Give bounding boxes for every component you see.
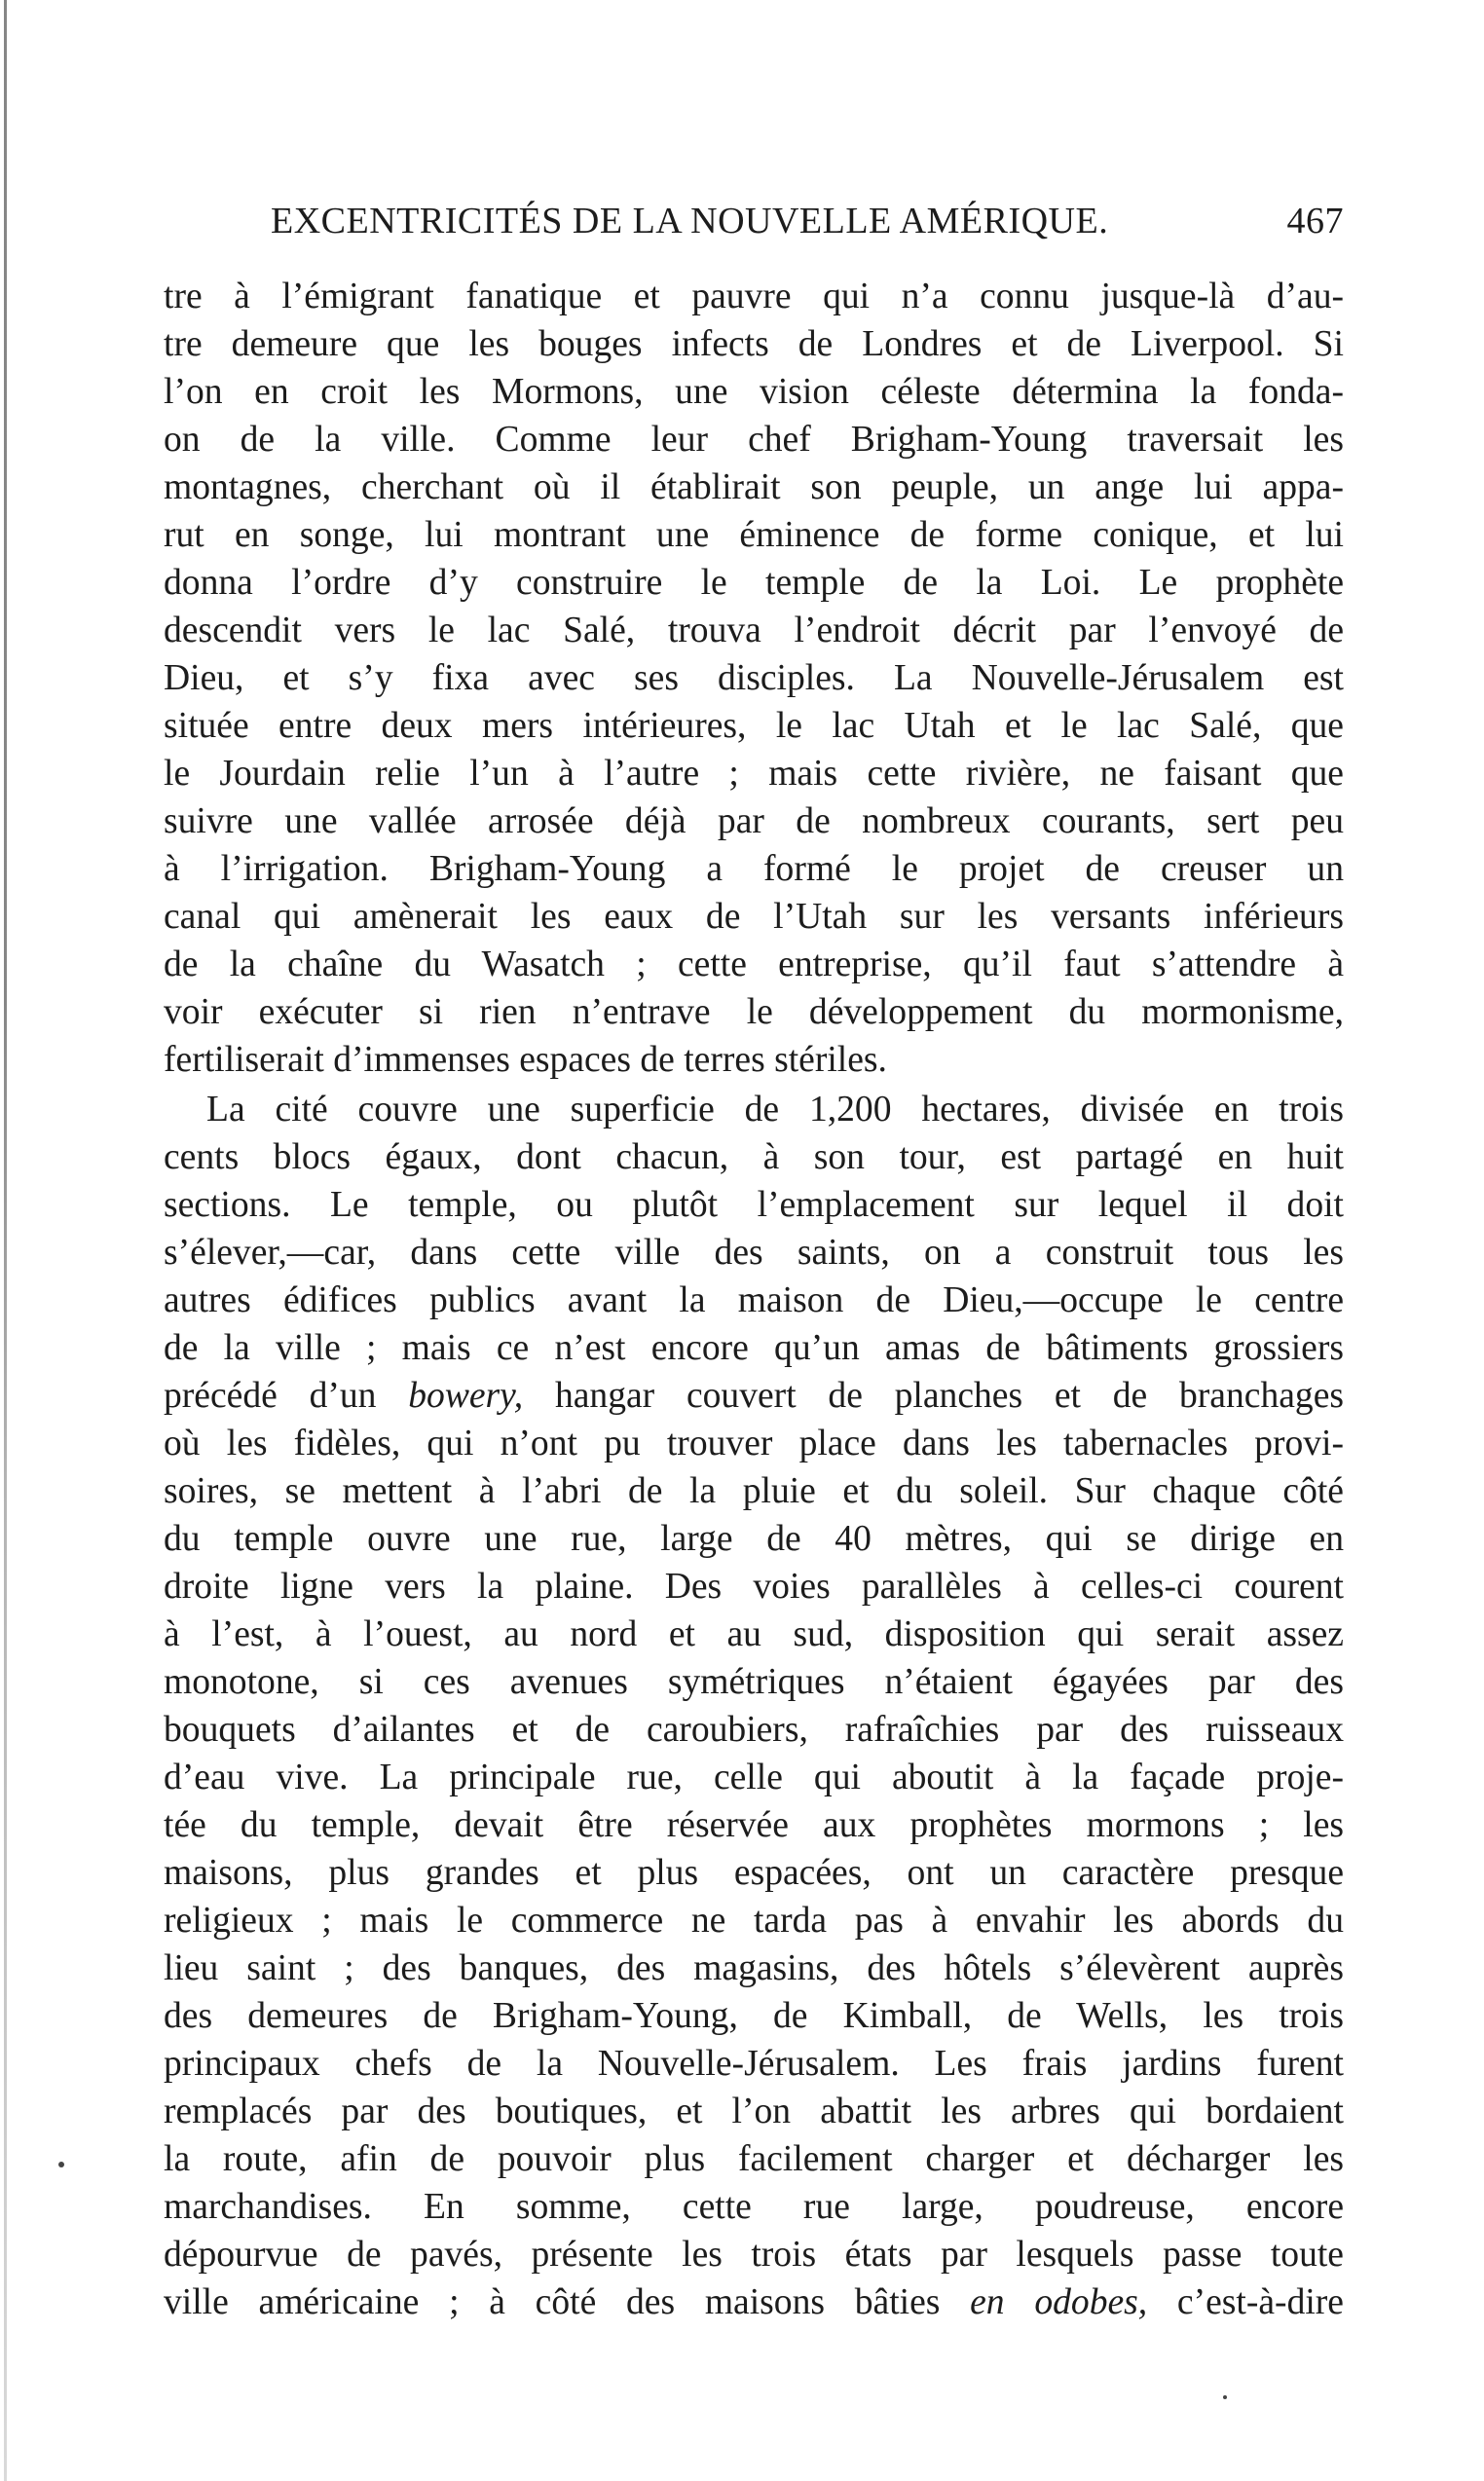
text-line: canal qui amènerait les eaux de l’Utah sur les versants inférieurs [164,897,1344,937]
text-line: l’on en croit les Mormons, une vision céleste détermina la fonda- [164,372,1344,412]
text-line: autres édifices publics avant la maison de Dieu,—occupe le centre [164,1280,1344,1320]
text-line: dépourvue de pavés, présente les trois états par lesquels passe toute [164,2235,1344,2275]
text-line: d’eau vive. La principale rue, celle qui aboutit à la façade proje- [164,1758,1344,1797]
body-text [164,273,1344,2326]
ink-speck [1223,2395,1227,2399]
text-line: principaux chefs de la Nouvelle-Jérusalem. Les frais jardins furent [164,2044,1344,2084]
text-line: le Jourdain relie l’un à l’autre ; mais cette rivière, ne faisant que [164,754,1344,794]
text-line: rut en songe, lui montrant une éminence de forme conique, et lui [164,515,1344,555]
paragraph-1 [164,273,1344,1084]
paragraph-2 [164,1086,1344,2326]
text-line: tre à l’émigrant fanatique et pauvre qui n’a connu jusque-là d’au- [164,277,1344,316]
text-line: ville américaine ; à côté des maisons bâties en odobes, c’est-à-dire [164,2282,1344,2322]
text-line: descendit vers le lac Salé, trouva l’endroit décrit par l’envoyé de [164,611,1344,650]
text-line: monotone, si ces avenues symétriques n’étaient égayées par des [164,1662,1344,1702]
text-line: voir exécuter si rien n’entrave le développement du mormonisme, [164,992,1344,1032]
text-line: soires, se mettent à l’abri de la pluie et du soleil. Sur chaque côté [164,1471,1344,1511]
text-line: de la chaîne du Wasatch ; cette entreprise, qu’il faut s’attendre à [164,944,1344,984]
text-line: cents blocs égaux, dont chacun, à son tour, est partagé en huit [164,1137,1344,1177]
page-number: 467 [1286,201,1344,241]
text-line: religieux ; mais le commerce ne tarda pas à envahir les abords du [164,1901,1344,1941]
running-title: EXCENTRICITÉS DE LA NOUVELLE AMÉRIQUE. [271,201,1109,241]
text-line: marchandises. En somme, cette rue large, poudreuse, encore [164,2187,1344,2227]
text-line: droite ligne vers la plaine. Des voies parallèles à celles-ci courent [164,1567,1344,1607]
text-line: remplacés par des boutiques, et l’on abattit les arbres qui bordaient [164,2092,1344,2131]
italic-term: en odobes, [970,2282,1148,2322]
italic-term: bowery, [408,1376,524,1416]
text-line: à l’est, à l’ouest, au nord et au sud, disposition qui serait assez [164,1614,1344,1654]
text-line: précédé d’un bowery, hangar couvert de planches et de branchages [164,1376,1344,1416]
text-line: Dieu, et s’y fixa avec ses disciples. La Nouvelle-Jérusalem est [164,658,1344,698]
text-line: on de la ville. Comme leur chef Brigham-Young traversait les [164,420,1344,460]
text-line: donna l’ordre d’y construire le temple de la Loi. Le prophète [164,563,1344,603]
text-line: du temple ouvre une rue, large de 40 mètres, qui se dirige en [164,1519,1344,1559]
text-line: sections. Le temple, ou plutôt l’emplacement sur lequel il doit [164,1185,1344,1225]
text-line: tée du temple, devait être réservée aux prophètes mormons ; les [164,1805,1344,1845]
text-line: maisons, plus grandes et plus espacées, ont un caractère presque [164,1853,1344,1893]
text-line: bouquets d’ailantes et de caroubiers, rafraîchies par des ruisseaux [164,1710,1344,1750]
text-line: où les fidèles, qui n’ont pu trouver place dans les tabernacles provi- [164,1424,1344,1463]
text-line: la route, afin de pouvoir plus facilement charger et décharger les [164,2139,1344,2179]
text-line: située entre deux mers intérieures, le lac Utah et le lac Salé, que [164,706,1344,746]
binding-edge [4,0,7,2481]
ink-speck [58,2162,64,2167]
text-line: des demeures de Brigham-Young, de Kimball, de Wells, les trois [164,1996,1344,2036]
text-line: à l’irrigation. Brigham-Young a formé le projet de creuser un [164,849,1344,889]
text-line: fertiliserait d’immenses espaces de terres stériles. [164,1040,887,1080]
text-line: lieu saint ; des banques, des magasins, des hôtels s’élevèrent auprès [164,1948,1344,1988]
text-line: s’élever,—car, dans cette ville des saints, on a construit tous les [164,1233,1344,1273]
text-line: tre demeure que les bouges infects de Londres et de Liverpool. Si [164,324,1344,364]
running-head [271,200,1344,248]
text-line: suivre une vallée arrosée déjà par de nombreux courants, sert peu [164,801,1344,841]
text-line: montagnes, cherchant où il établirait son peuple, un ange lui appa- [164,467,1344,507]
text-line: de la ville ; mais ce n’est encore qu’un amas de bâtiments grossiers [164,1328,1344,1368]
text-line: La cité couvre une superficie de 1,200 hectares, divisée en trois [206,1090,1344,1129]
